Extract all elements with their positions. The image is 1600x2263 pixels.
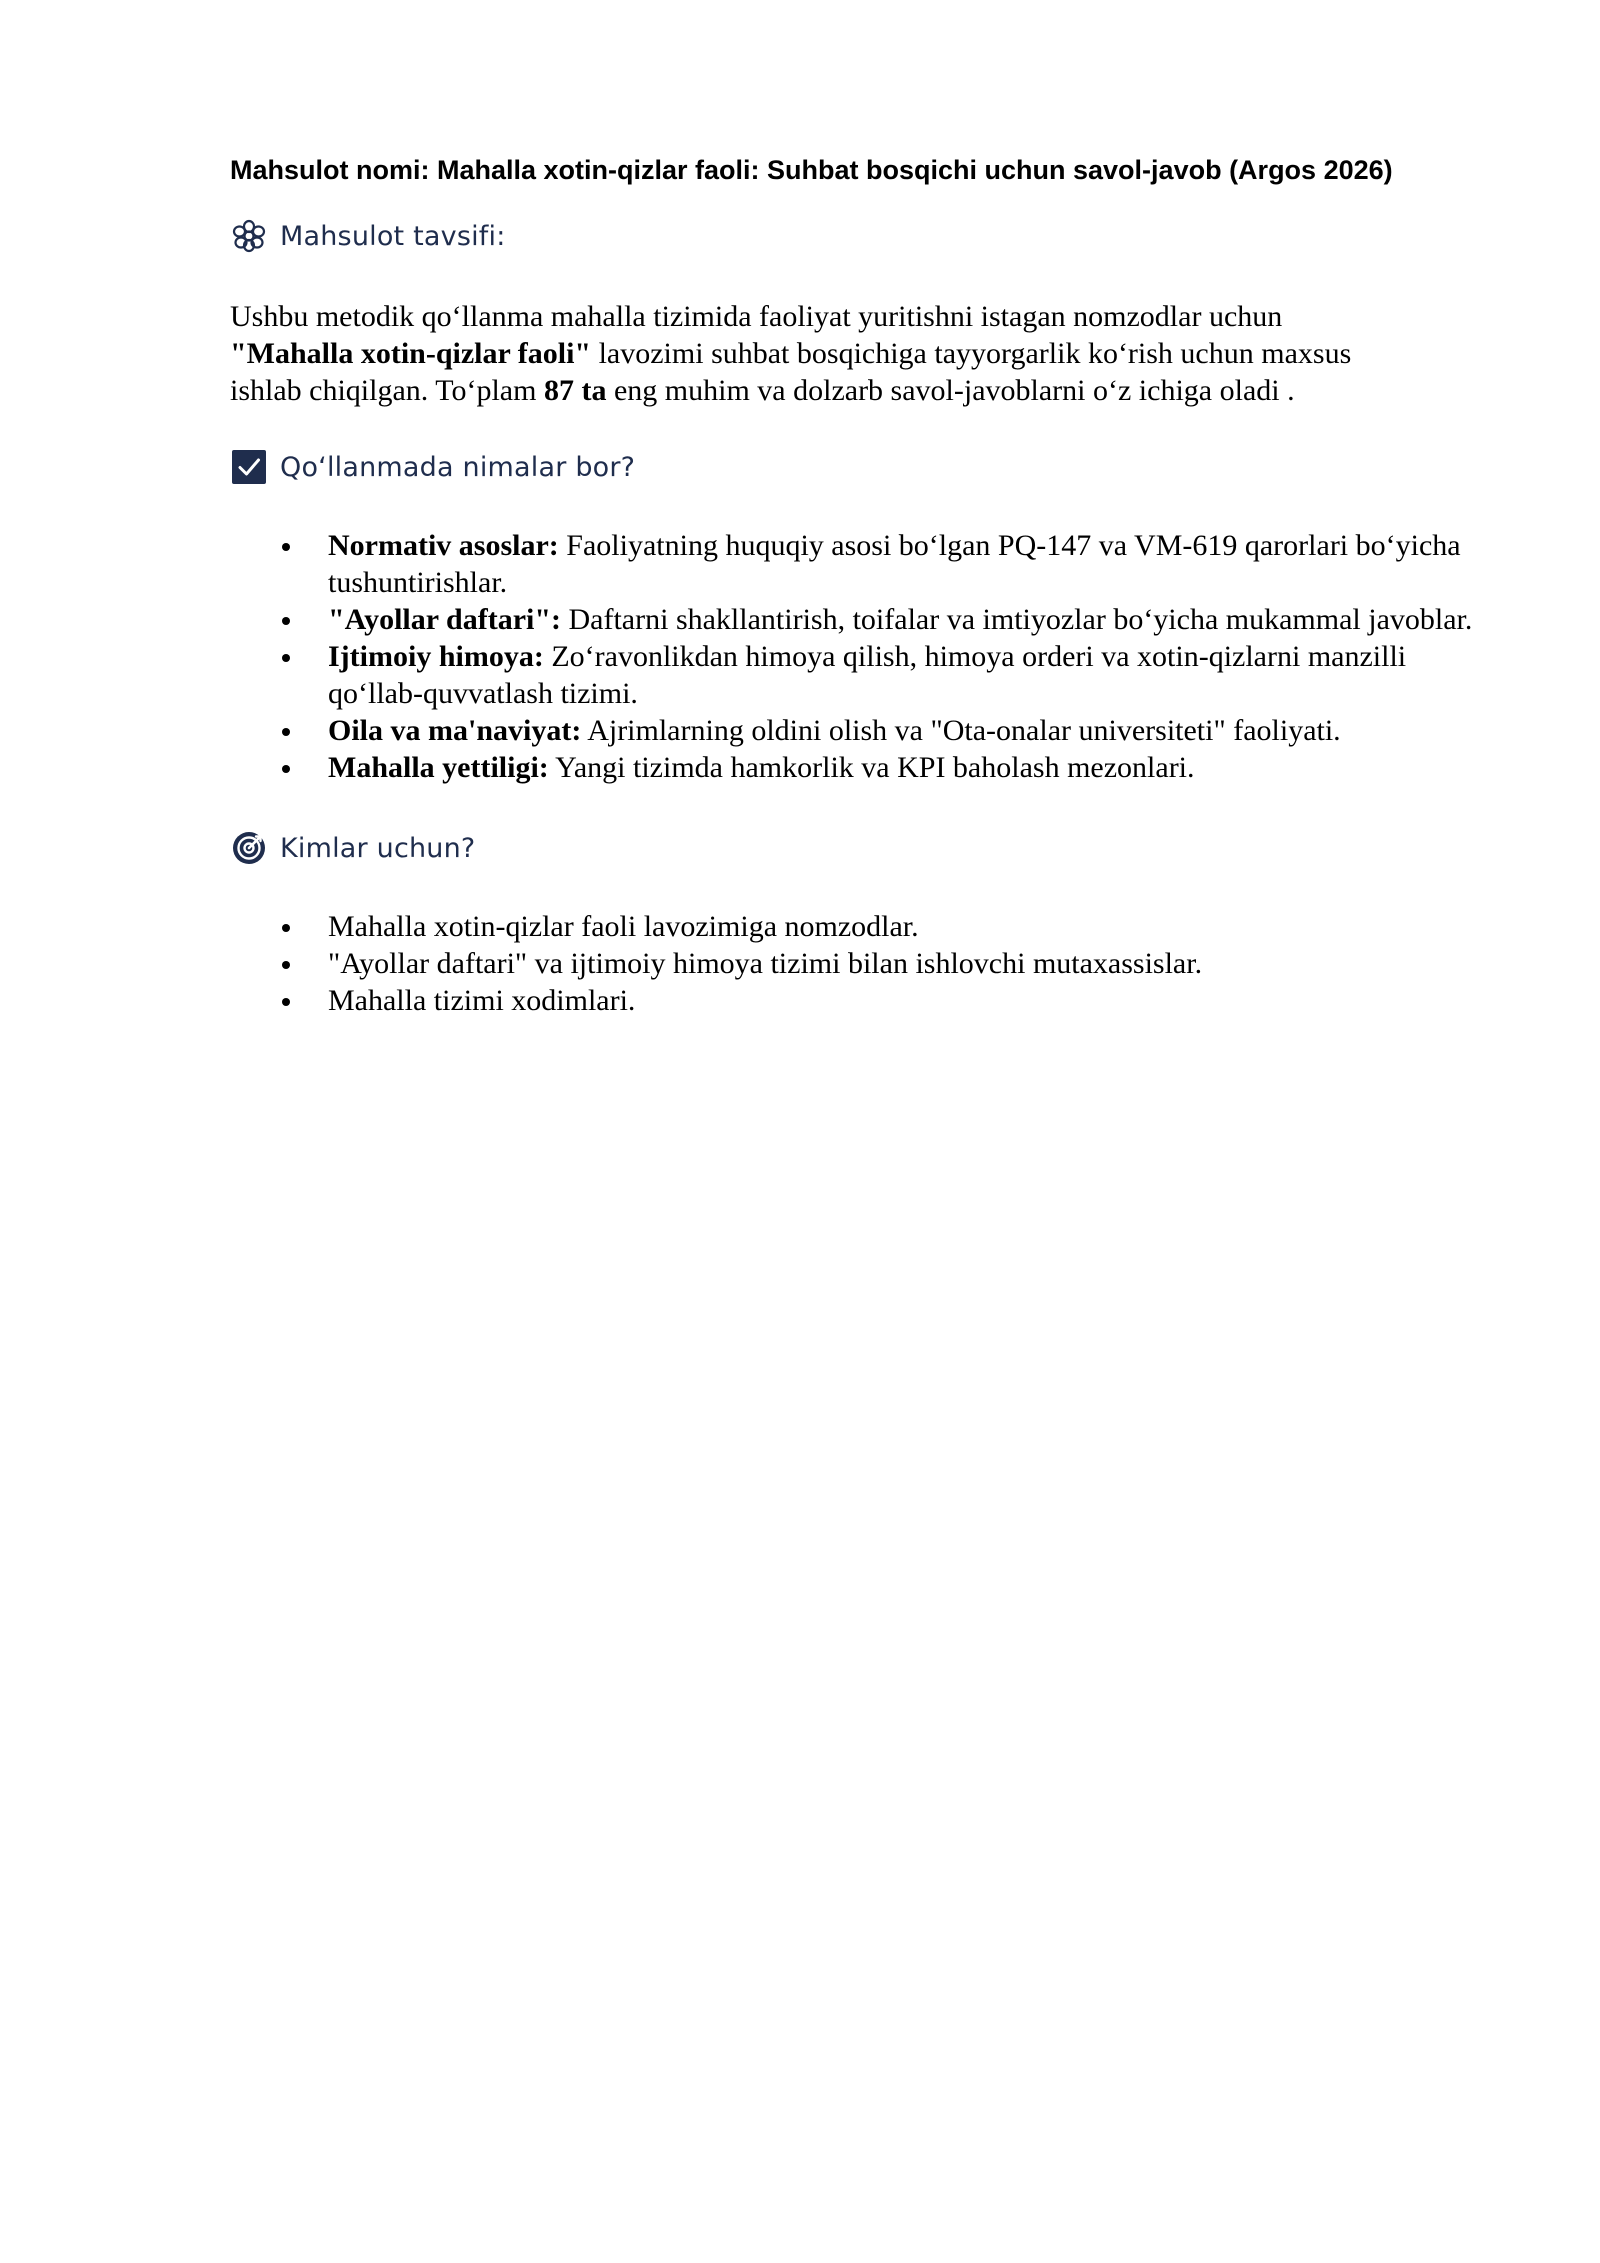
- list-item: [230, 601, 1500, 638]
- description-product-name: "Mahalla xotin-qizlar faoli": [230, 337, 592, 370]
- list-item-text: Zo‘ravonlikdan himoya qilish, himoya orderi va xotin-qizlarni manzilli qo‘llab-quvvatlash tizimi.: [328, 640, 1407, 710]
- bullet-icon: [282, 654, 290, 662]
- list-item: [230, 749, 1500, 786]
- list-item: [230, 527, 1500, 601]
- list-item-text: Faoliyatning huquqiy asosi bo‘lgan PQ-147 va VM-619 qarorlari bo‘yicha tushuntirishlar.: [328, 529, 1461, 599]
- description-count: 87 ta: [543, 374, 607, 407]
- list-item: [230, 712, 1500, 749]
- checkbox-icon: [230, 448, 268, 486]
- document-page: [230, 150, 1500, 1019]
- list-item-text: Daftarni shakllantirish, toifalar va imtiyozlar bo‘yicha mukammal javoblar.: [561, 603, 1473, 636]
- list-item-term: Normativ asoslar:: [328, 529, 559, 562]
- product-title: Mahsulot nomi: Mahalla xotin-qizlar faoli: Suhbat bosqichi uchun savol-javob (Argos 2026): [230, 155, 1393, 185]
- list-item-text: Mahalla tizimi xodimlari.: [328, 984, 636, 1017]
- audience-heading: [230, 826, 1500, 870]
- bullet-icon: [282, 728, 290, 736]
- list-item: [230, 982, 1500, 1019]
- list-item-text: Ajrimlarning oldini olish va "Ota-onalar universiteti" faoliyati.: [581, 714, 1341, 747]
- bullet-icon: [282, 765, 290, 773]
- contents-list: [230, 527, 1500, 786]
- list-item-term: Oila va ma'naviyat:: [328, 714, 582, 747]
- description-heading: [230, 214, 1500, 258]
- flower-icon: [230, 217, 268, 255]
- bullet-icon: [282, 998, 290, 1006]
- description-line-2: lavozimi suhbat bosqichiga tayyorgarlik ko‘rish uchun maxsus: [591, 337, 1352, 370]
- list-item-text: "Ayollar daftari" va ijtimoiy himoya tizimi bilan ishlovchi mutaxassislar.: [328, 947, 1203, 980]
- bullet-icon: [282, 961, 290, 969]
- bullet-icon: [282, 924, 290, 932]
- list-item: [230, 908, 1500, 945]
- target-icon: [230, 829, 268, 867]
- contents-heading-label: Qo‘llanmada nimalar bor?: [280, 451, 636, 483]
- audience-heading-label: Kimlar uchun?: [280, 832, 476, 864]
- list-item-text: Mahalla xotin-qizlar faoli lavozimiga nomzodlar.: [328, 910, 919, 943]
- list-item-term: Ijtimoiy himoya:: [328, 640, 544, 673]
- description-heading-label: Mahsulot tavsifi:: [280, 220, 506, 252]
- bullet-icon: [282, 543, 290, 551]
- description-line-3-end: eng muhim va dolzarb savol-javoblarni o‘z ichiga oladi .: [606, 374, 1295, 407]
- description-paragraph: [230, 298, 1500, 409]
- description-line-3: ishlab chiqilgan. To‘plam: [230, 374, 544, 407]
- list-item-text: Yangi tizimda hamkorlik va KPI baholash mezonlari.: [548, 751, 1195, 784]
- description-line-1: Ushbu metodik qo‘llanma mahalla tizimida faoliyat yuritishni istagan nomzodlar uchun: [230, 300, 1283, 333]
- contents-heading: [230, 445, 1500, 489]
- list-item: [230, 638, 1500, 712]
- list-item: [230, 945, 1500, 982]
- list-item-term: Mahalla yettiligi:: [328, 751, 549, 784]
- bullet-icon: [282, 617, 290, 625]
- list-item-term: "Ayollar daftari":: [328, 603, 561, 636]
- audience-list: [230, 908, 1500, 1019]
